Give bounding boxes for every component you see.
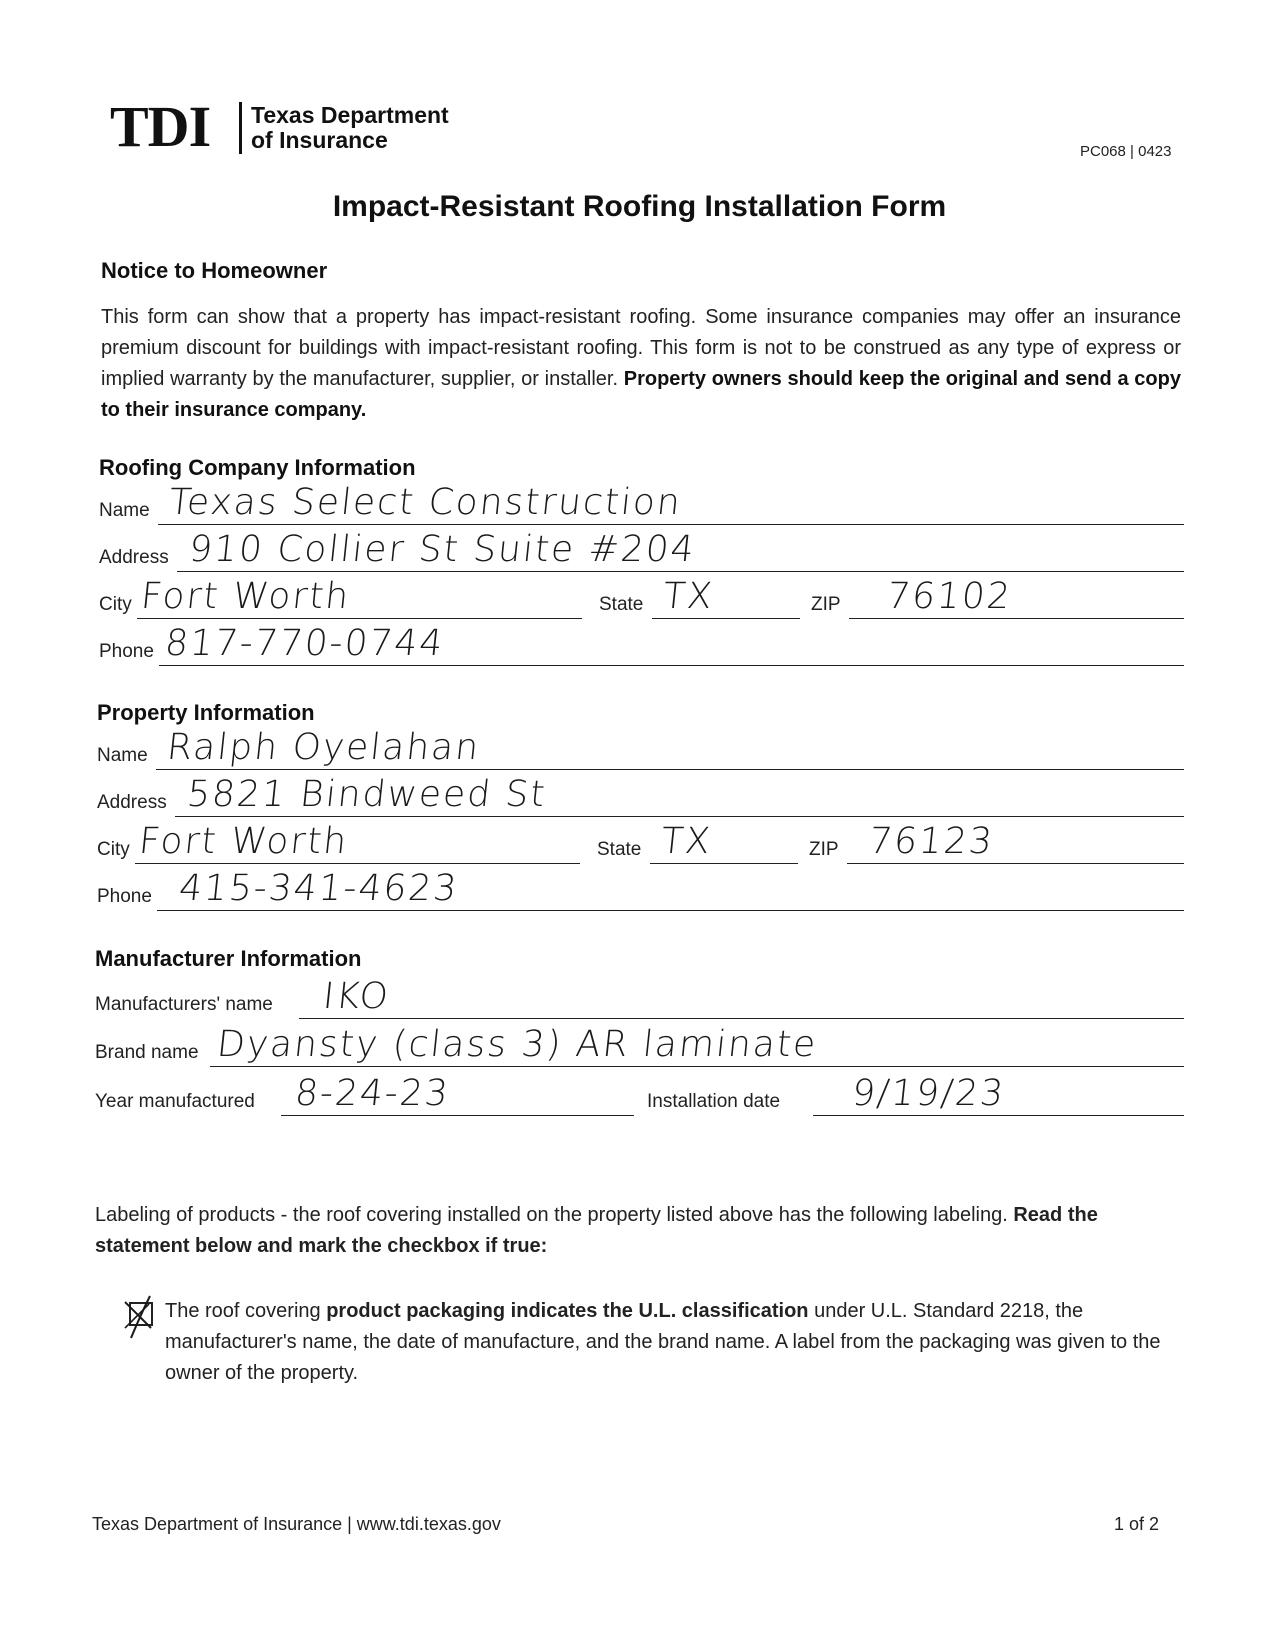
brand-name-value: Dyansty (class 3) AR laminate bbox=[215, 1024, 820, 1065]
statement-bold: product packaging indicates the U.L. classification bbox=[326, 1300, 809, 1322]
property-phone-value: 415-341-4623 bbox=[177, 868, 461, 909]
page-number: 1 of 2 bbox=[1114, 1514, 1160, 1534]
property-address-value: 5821 Bindweed St bbox=[185, 774, 549, 815]
property-name-value: Ralph Oyelahan bbox=[165, 727, 483, 768]
roofing-phone-label: Phone bbox=[99, 641, 154, 662]
property-zip-value[interactable]: 76123 bbox=[867, 821, 996, 862]
checkbox-x-mark-icon bbox=[119, 1284, 155, 1344]
property-zip-line bbox=[847, 863, 1184, 864]
roofing-name-field[interactable] bbox=[99, 482, 1184, 525]
roofing-state-value[interactable]: TX bbox=[661, 576, 716, 617]
statement-post: under U.L. Standard 2218, the manufacturer's name, the date of manufacture, and the brand name. A label from the packaging was given to the owner of the property. bbox=[165, 1300, 1161, 1384]
property-state-label: State bbox=[597, 839, 642, 860]
logo-line-2: of Insurance bbox=[251, 127, 388, 153]
labeling-instructions bbox=[95, 1200, 1185, 1262]
statement-pre: The roof covering bbox=[165, 1300, 321, 1322]
roofing-phone-line bbox=[159, 665, 1184, 666]
manufacturer-name-field[interactable] bbox=[95, 976, 1184, 1019]
property-address-label: Address bbox=[97, 792, 167, 813]
roofing-company-heading: Roofing Company Information bbox=[99, 455, 416, 480]
property-city-value[interactable]: Fort Worth bbox=[137, 821, 351, 862]
property-name-line bbox=[156, 769, 1184, 770]
notice-heading: Notice to Homeowner bbox=[101, 258, 328, 283]
property-city-line bbox=[135, 863, 580, 864]
roofing-address-value: 910 Collier St Suite #204 bbox=[187, 529, 698, 570]
roofing-city-value[interactable]: Fort Worth bbox=[139, 576, 353, 617]
logo-divider bbox=[239, 102, 242, 154]
brand-name-line bbox=[210, 1066, 1184, 1067]
notice-body bbox=[101, 302, 1181, 426]
property-city-label: City bbox=[97, 839, 130, 860]
dates-row bbox=[95, 1073, 1184, 1116]
roofing-name-value: Texas Select Construction bbox=[167, 482, 684, 523]
installation-date-line bbox=[813, 1115, 1184, 1116]
manufacturer-name-line bbox=[299, 1018, 1184, 1019]
roofing-address-field[interactable] bbox=[99, 529, 1184, 572]
roofing-city-label: City bbox=[99, 594, 132, 615]
brand-name-label: Brand name bbox=[95, 1042, 199, 1063]
property-city-row bbox=[97, 821, 1184, 864]
property-phone-field[interactable] bbox=[97, 868, 1184, 911]
labeling-bold-text: Read the statement below and mark the checkbox if true: bbox=[95, 1204, 1098, 1257]
roofing-phone-value: 817-770-0744 bbox=[163, 623, 447, 664]
roofing-phone-field[interactable] bbox=[99, 623, 1184, 666]
property-phone-line bbox=[157, 910, 1184, 911]
property-address-line bbox=[175, 816, 1184, 817]
installation-date-label: Installation date bbox=[647, 1091, 781, 1112]
roofing-state-line bbox=[652, 618, 800, 619]
footer-left: Texas Department of Insurance | www.tdi.texas.gov bbox=[92, 1514, 501, 1534]
installation-date-value[interactable]: 9/19/23 bbox=[850, 1073, 1008, 1114]
form-code: PC068 | 0423 bbox=[1080, 143, 1172, 160]
year-manufactured-line bbox=[281, 1115, 634, 1116]
manufacturer-name-label: Manufacturers' name bbox=[95, 994, 273, 1015]
roofing-city-line bbox=[137, 618, 582, 619]
brand-name-field[interactable] bbox=[95, 1024, 1184, 1067]
property-heading: Property Information bbox=[97, 700, 315, 725]
roofing-state-label: State bbox=[599, 594, 644, 615]
manufacturer-heading: Manufacturer Information bbox=[95, 946, 362, 971]
roofing-name-label: Name bbox=[99, 500, 150, 521]
roofing-city-row bbox=[99, 576, 1184, 619]
manufacturer-name-value: IKO bbox=[321, 976, 392, 1017]
roofing-name-line bbox=[158, 524, 1184, 525]
ul-classification-checkbox[interactable] bbox=[125, 1298, 155, 1328]
year-manufactured-label: Year manufactured bbox=[95, 1091, 255, 1112]
property-state-value[interactable]: TX bbox=[659, 821, 714, 862]
roofing-address-label: Address bbox=[99, 547, 169, 568]
roofing-zip-label: ZIP bbox=[811, 594, 841, 615]
notice-text: This form can show that a property has impact-resistant roofing. Some insurance companies may offer an insurance premium discount for buildings with impact-resistant roofing. This form is not to be construed as any type of express or implied warranty by the manufacturer, supplier, or installer. bbox=[101, 306, 1181, 390]
ul-classification-statement bbox=[165, 1296, 1175, 1389]
property-state-line bbox=[650, 863, 798, 864]
property-phone-label: Phone bbox=[97, 886, 152, 907]
tdi-logo: TDI bbox=[110, 94, 211, 159]
property-address-field[interactable] bbox=[97, 774, 1184, 817]
logo-line-1: Texas Department bbox=[251, 102, 449, 128]
year-manufactured-value[interactable]: 8-24-23 bbox=[293, 1073, 452, 1114]
labeling-text: Labeling of products - the roof covering installed on the property listed above has the following labeling. bbox=[95, 1204, 1008, 1226]
logo-text bbox=[251, 103, 449, 153]
property-name-label: Name bbox=[97, 745, 148, 766]
roofing-zip-line bbox=[849, 618, 1184, 619]
roofing-address-line bbox=[177, 571, 1184, 572]
page-title: Impact-Resistant Roofing Installation Form bbox=[332, 190, 947, 223]
notice-bold-text: Property owners should keep the original and send a copy to their insurance company. bbox=[101, 368, 1181, 421]
roofing-zip-value[interactable]: 76102 bbox=[885, 576, 1014, 617]
property-zip-label: ZIP bbox=[809, 839, 839, 860]
property-name-field[interactable] bbox=[97, 727, 1184, 770]
